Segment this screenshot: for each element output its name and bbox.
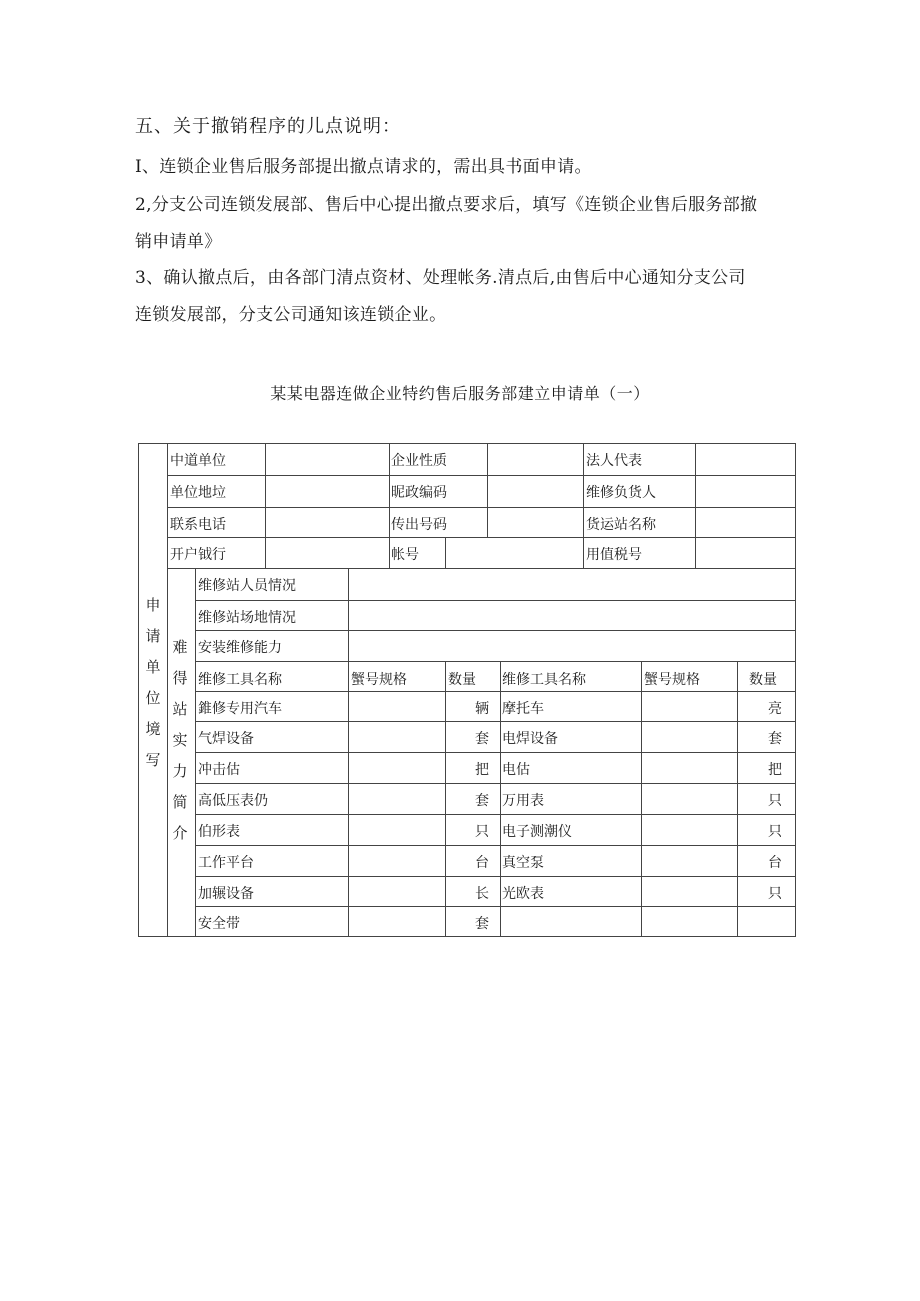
tool-column-divider xyxy=(641,661,642,937)
instruction-item-2-line-2: 销申请单》 xyxy=(135,232,222,252)
info-column-divider xyxy=(583,507,584,538)
tool-unit: 亮 xyxy=(768,701,782,717)
section-heading: 五、关于撤销程序的儿点说明： xyxy=(135,116,401,137)
applicant-vertical-label-char: 单 xyxy=(145,658,161,676)
info-column-divider xyxy=(583,443,584,476)
applicant-vertical-label-char: 申 xyxy=(145,596,161,614)
info-column-divider xyxy=(695,443,696,476)
info-label: 用值税号 xyxy=(586,547,642,563)
tool-unit: 台 xyxy=(768,855,782,871)
info-label: 开户钺行 xyxy=(170,547,226,563)
instruction-item-3-line-2: 连锁发展部，分支公司通知该连锁企业。 xyxy=(135,305,447,325)
info-label: 货运站名称 xyxy=(586,517,656,533)
info-column-divider xyxy=(695,507,696,538)
info-column-divider xyxy=(487,475,488,508)
info-column-divider xyxy=(389,475,390,508)
tool-unit: 套 xyxy=(475,916,489,932)
tool-row-divider xyxy=(195,906,796,907)
station-vertical-label-char: 简 xyxy=(172,793,188,811)
tool-header-name: 维修工具名称 xyxy=(502,672,586,688)
tool-name: 电子测潮仪 xyxy=(502,824,572,840)
station-vertical-label-char: 实 xyxy=(172,731,188,749)
tool-name: 加辗设备 xyxy=(198,886,254,902)
applicant-vertical-label-char: 写 xyxy=(145,751,161,769)
info-column-divider xyxy=(695,537,696,569)
tool-unit: 套 xyxy=(475,731,489,747)
instruction-item-2-line-1: 2,分支公司连锁发展部、售后中心提出撤点要求后，填写《连锁企业售后服务部撤 xyxy=(135,195,758,215)
station-row-divider xyxy=(195,630,796,631)
info-column-divider xyxy=(265,537,266,569)
tool-name: 电焊设备 xyxy=(502,731,558,747)
info-column-divider xyxy=(695,475,696,508)
table-border-right xyxy=(795,443,796,937)
tool-name: 摩托车 xyxy=(502,701,544,717)
info-label: 企业性质 xyxy=(391,453,447,469)
tool-unit: 只 xyxy=(768,886,782,902)
tool-column-divider xyxy=(445,661,446,937)
tool-unit: 只 xyxy=(475,824,489,840)
info-row-divider xyxy=(167,568,796,569)
tool-row-divider xyxy=(195,691,796,692)
info-column-divider xyxy=(583,537,584,569)
tool-column-divider xyxy=(348,661,349,937)
info-column-divider xyxy=(265,443,266,476)
tool-unit: 把 xyxy=(475,762,489,778)
applicant-vertical-label-char: 位 xyxy=(145,689,161,707)
station-vertical-label-char: 站 xyxy=(172,700,188,718)
tool-unit: 只 xyxy=(768,793,782,809)
tool-unit: 台 xyxy=(475,855,489,871)
tool-header-qty: 数量 xyxy=(749,672,777,688)
info-label: 帐号 xyxy=(391,547,419,563)
station-vertical-label-char: 得 xyxy=(172,669,188,687)
station-row-divider xyxy=(195,600,796,601)
tool-unit: 长 xyxy=(475,886,489,902)
tool-name: 伯形表 xyxy=(198,824,240,840)
info-column-divider xyxy=(389,507,390,538)
tool-unit: 只 xyxy=(768,824,782,840)
instruction-item-3-line-1: 3、确认撤点后，由各部门清点资材、处理帐务.清点后,由售后中心通知分支公司 xyxy=(135,268,746,288)
tool-header-name: 维修工具名称 xyxy=(198,672,282,688)
form-title: 某某电器连做企业特约售后服务部建立申请单（一） xyxy=(270,384,650,403)
instruction-item-1: I、连锁企业售后服务部提出撤点请求的，需出具书面申请。 xyxy=(135,157,592,177)
info-label: 联系电话 xyxy=(170,517,226,533)
tool-row-divider xyxy=(195,845,796,846)
info-column-divider xyxy=(265,507,266,538)
station-column-divider xyxy=(348,600,349,631)
info-column-divider xyxy=(389,443,390,476)
info-column-divider xyxy=(487,507,488,538)
tool-name: 真空泵 xyxy=(502,855,544,871)
tool-row-divider xyxy=(195,752,796,753)
tool-row-divider xyxy=(195,876,796,877)
tool-name: 冲击估 xyxy=(198,762,240,778)
info-label: 维修负货人 xyxy=(586,485,656,501)
tool-name: 光欧表 xyxy=(502,886,544,902)
tool-unit: 把 xyxy=(768,762,782,778)
table-border-left xyxy=(138,443,139,937)
info-label: 法人代表 xyxy=(586,453,642,469)
table-border-bottom xyxy=(138,936,796,937)
info-column-divider xyxy=(265,475,266,508)
info-label: 单位地垃 xyxy=(170,485,226,501)
tool-unit: 辆 xyxy=(475,701,489,717)
tool-row-divider xyxy=(195,783,796,784)
tool-column-divider xyxy=(500,661,501,937)
tool-header-spec: 蟹号规格 xyxy=(644,672,700,688)
info-label: 传出号码 xyxy=(391,517,447,533)
info-column-divider xyxy=(445,537,446,569)
info-row-divider xyxy=(167,475,796,476)
info-label: 昵政编码 xyxy=(391,485,447,501)
station-vertical-label-char: 介 xyxy=(172,824,188,842)
info-label: 中道单位 xyxy=(170,453,226,469)
info-row-divider xyxy=(167,537,796,538)
tool-name: 工作平台 xyxy=(198,855,254,871)
tool-unit: 套 xyxy=(768,731,782,747)
applicant-vertical-label-char: 请 xyxy=(145,627,161,645)
info-column-divider xyxy=(389,537,390,569)
station-vertical-label-char: 力 xyxy=(172,762,188,780)
table-border-top xyxy=(138,443,796,444)
info-column-divider xyxy=(583,475,584,508)
station-column-divider xyxy=(348,630,349,662)
tool-name: 安全带 xyxy=(198,916,240,932)
tool-column-divider xyxy=(737,661,738,937)
tool-name: 气焊设备 xyxy=(198,731,254,747)
station-column-divider xyxy=(348,568,349,601)
tool-name: 錐修专用汽车 xyxy=(198,701,282,717)
tool-row-divider xyxy=(195,721,796,722)
tool-header-qty: 数量 xyxy=(448,672,476,688)
station-vertical-label-char: 难 xyxy=(172,638,188,656)
applicant-vertical-label-char: 境 xyxy=(145,720,161,738)
info-row-divider xyxy=(167,507,796,508)
tool-unit: 套 xyxy=(475,793,489,809)
tool-name: 高低压表仍 xyxy=(198,793,268,809)
info-column-divider xyxy=(487,443,488,476)
station-row-divider xyxy=(195,661,796,662)
tool-header-spec: 蟹号规格 xyxy=(351,672,407,688)
tool-name: 万用表 xyxy=(502,793,544,809)
station-label: 维修站场地情况 xyxy=(198,610,296,626)
tool-name: 电估 xyxy=(502,762,530,778)
station-label: 安装维修能力 xyxy=(198,640,282,656)
station-label: 维修站人员情况 xyxy=(198,578,296,594)
tool-row-divider xyxy=(195,814,796,815)
